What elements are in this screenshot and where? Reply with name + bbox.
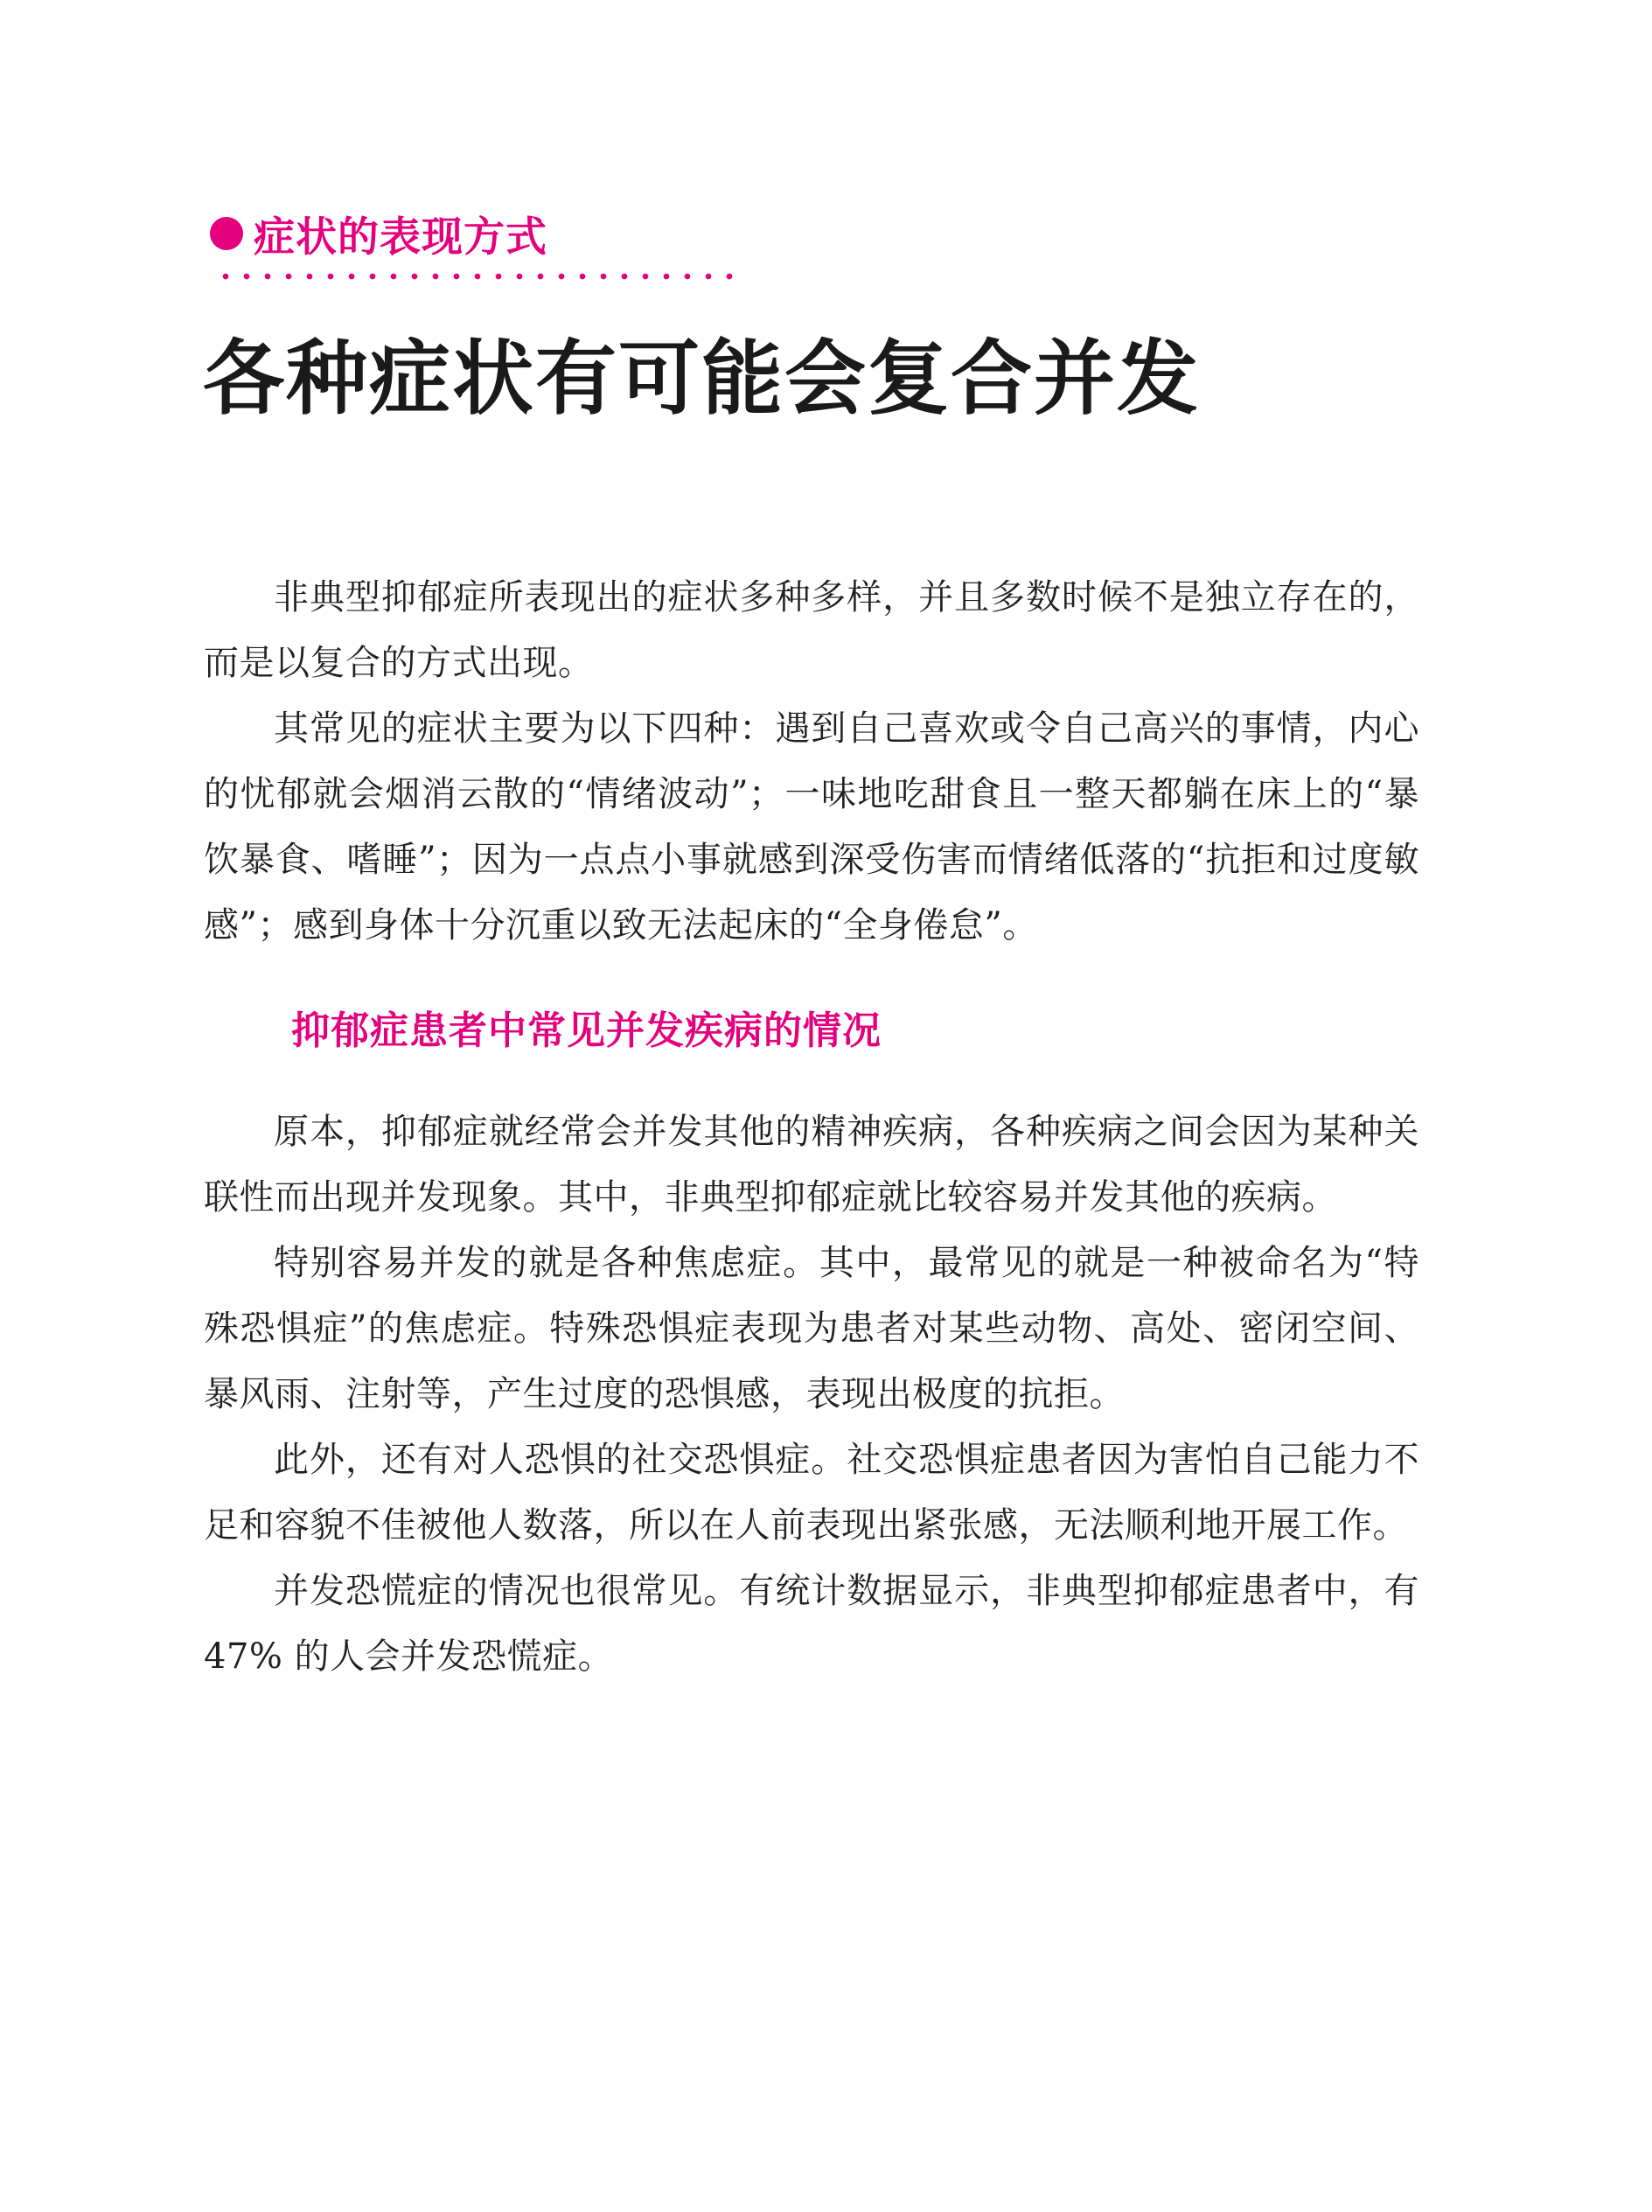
paragraph: 并发恐慌症的情况也很常见。有统计数据显示，非典型抑郁症患者中，有 47% 的人会并发恐慌症。	[204, 1571, 1419, 1677]
section-label-text: 症状的表现方式	[254, 213, 547, 262]
paragraph: 此外，还有对人恐惧的社交恐惧症。社交恐惧症患者因为害怕自己能力不足和容貌不佳被他人数落，所以在人前表现出紧张感，无法顺利地开展工作。	[204, 1440, 1419, 1546]
section-label	[210, 203, 547, 264]
paragraph: 特别容易并发的就是各种焦虑症。其中，最常见的就是一种被命名为“特殊恐惧症”的焦虑症。特殊恐惧症表现为患者对某些动物、高处、密闭空间、暴风雨、注射等，产生过度的恐惧感，表现出极度的抗拒。	[204, 1243, 1419, 1414]
paragraph: 非典型抑郁症所表现出的症状多种多样，并且多数时候不是独立存在的，而是以复合的方式出现。	[204, 577, 1419, 683]
sub-heading: 抑郁症患者中常见并发疾病的情况	[291, 1008, 882, 1053]
dotted-divider	[215, 273, 736, 280]
bullet-dot-icon	[210, 217, 243, 250]
paragraph: 原本，抑郁症就经常会并发其他的精神疾病，各种疾病之间会因为某种关联性而出现并发现象。其中，非典型抑郁症就比较容易并发其他的疾病。	[204, 1112, 1419, 1218]
paragraph: 其常见的症状主要为以下四种：遇到自己喜欢或令自己高兴的事情，内心的忧郁就会烟消云散的“情绪波动”；一味地吃甜食且一整天都躺在床上的“暴饮暴食、嗜睡”；因为一点点小事就感到深受伤害而情绪低落的“抗拒和过度敏感”；感到身体十分沉重以致无法起床的“全身倦怠”。	[204, 708, 1419, 946]
page-title: 各种症状有可能会复合并发	[203, 331, 1200, 426]
intro-section	[204, 565, 1419, 959]
body-section	[204, 1099, 1419, 1690]
